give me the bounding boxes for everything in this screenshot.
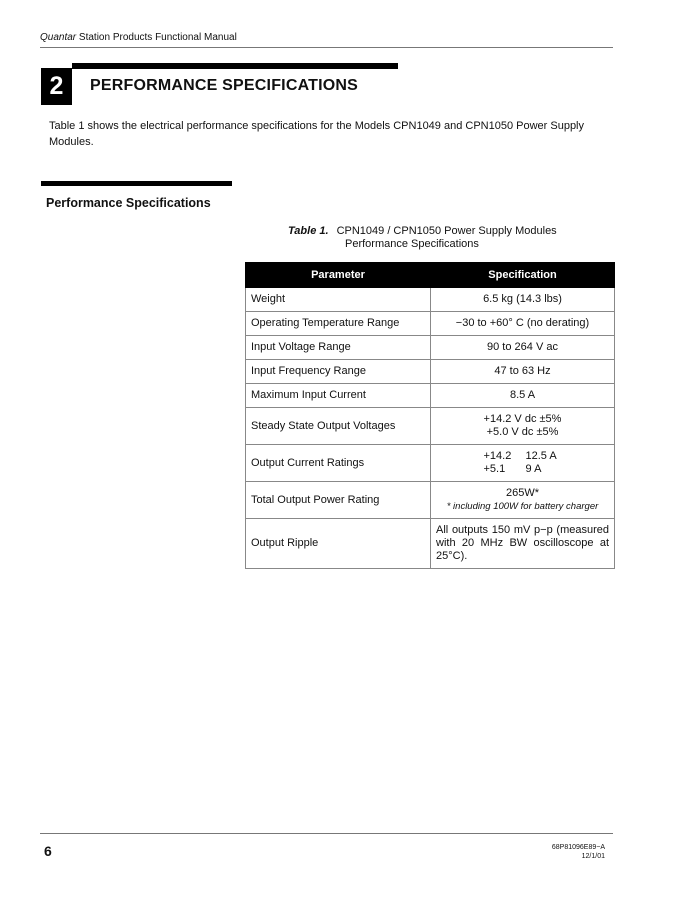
spec-line: 265W* [505,487,540,499]
param-cell: Output Ripple [246,519,431,569]
header-brand: Quantar [40,32,77,43]
spec-cell [431,408,615,445]
table-row [246,482,615,519]
spec-table [245,262,615,569]
table-row [246,519,615,569]
column-header-parameter: Parameter [246,263,431,288]
param-cell: Input Voltage Range [246,336,431,360]
param-cell: Total Output Power Rating [246,482,431,519]
table-row [246,408,615,445]
spec-cell: 6.5 kg (14.3 lbs) [431,288,615,312]
document-number-block [552,843,605,861]
table-header-row [246,263,615,288]
table-row [246,312,615,336]
table-row [246,384,615,408]
spec-line: +14.2 V dc ±5% [483,413,562,425]
voltage-value: +5.1 [483,463,506,475]
page-number: 6 [44,843,52,859]
current-rating-line [436,463,609,476]
section-title: Performance Specifications [46,196,211,210]
table-row [246,288,615,312]
spec-cell [431,482,615,519]
spec-cell [431,445,615,482]
current-rating-line [436,450,609,463]
param-cell: Operating Temperature Range [246,312,431,336]
param-cell: Weight [246,288,431,312]
chapter-bar [72,63,398,69]
intro-paragraph: Table 1 shows the electrical performance specifications for the Models CPN1049 and CPN1050 Power Supply Modules. [49,120,585,148]
table-row [246,445,615,482]
spec-cell: 90 to 264 V ac [431,336,615,360]
chapter-number: 2 [41,68,72,105]
current-value: 9 A [525,463,542,475]
caption-label: Table 1. [288,225,329,237]
header-rule [40,47,613,48]
spec-cell: 8.5 A [431,384,615,408]
table-caption [288,225,588,251]
spec-cell: All outputs 150 mV p−p (measured with 20 MHz BW oscilloscope at 25°C). [431,519,615,569]
header-title: Station Products Functional Manual [76,32,237,43]
param-cell: Input Frequency Range [246,360,431,384]
spec-line: +5.0 V dc ±5% [486,426,559,438]
param-cell: Output Current Ratings [246,445,431,482]
caption-line2: Performance Specifications [345,238,479,250]
table-row [246,336,615,360]
param-cell: Steady State Output Voltages [246,408,431,445]
document-date: 12/1/01 [581,853,605,860]
param-cell: Maximum Input Current [246,384,431,408]
caption-line1: CPN1049 / CPN1050 Power Supply Modules [336,225,557,237]
current-value: 12.5 A [525,450,557,462]
footer-rule [40,833,613,834]
spec-note: * including 100W for battery charger [446,501,599,512]
chapter-title: PERFORMANCE SPECIFICATIONS [90,77,359,94]
column-header-specification: Specification [431,263,615,288]
table-row [246,360,615,384]
running-header [40,32,237,43]
section-bar [41,181,232,186]
document-number: 68P81096E89−A [551,844,605,851]
spec-cell: 47 to 63 Hz [431,360,615,384]
spec-cell: −30 to +60° C (no derating) [431,312,615,336]
voltage-value: +14.2 [483,450,512,462]
